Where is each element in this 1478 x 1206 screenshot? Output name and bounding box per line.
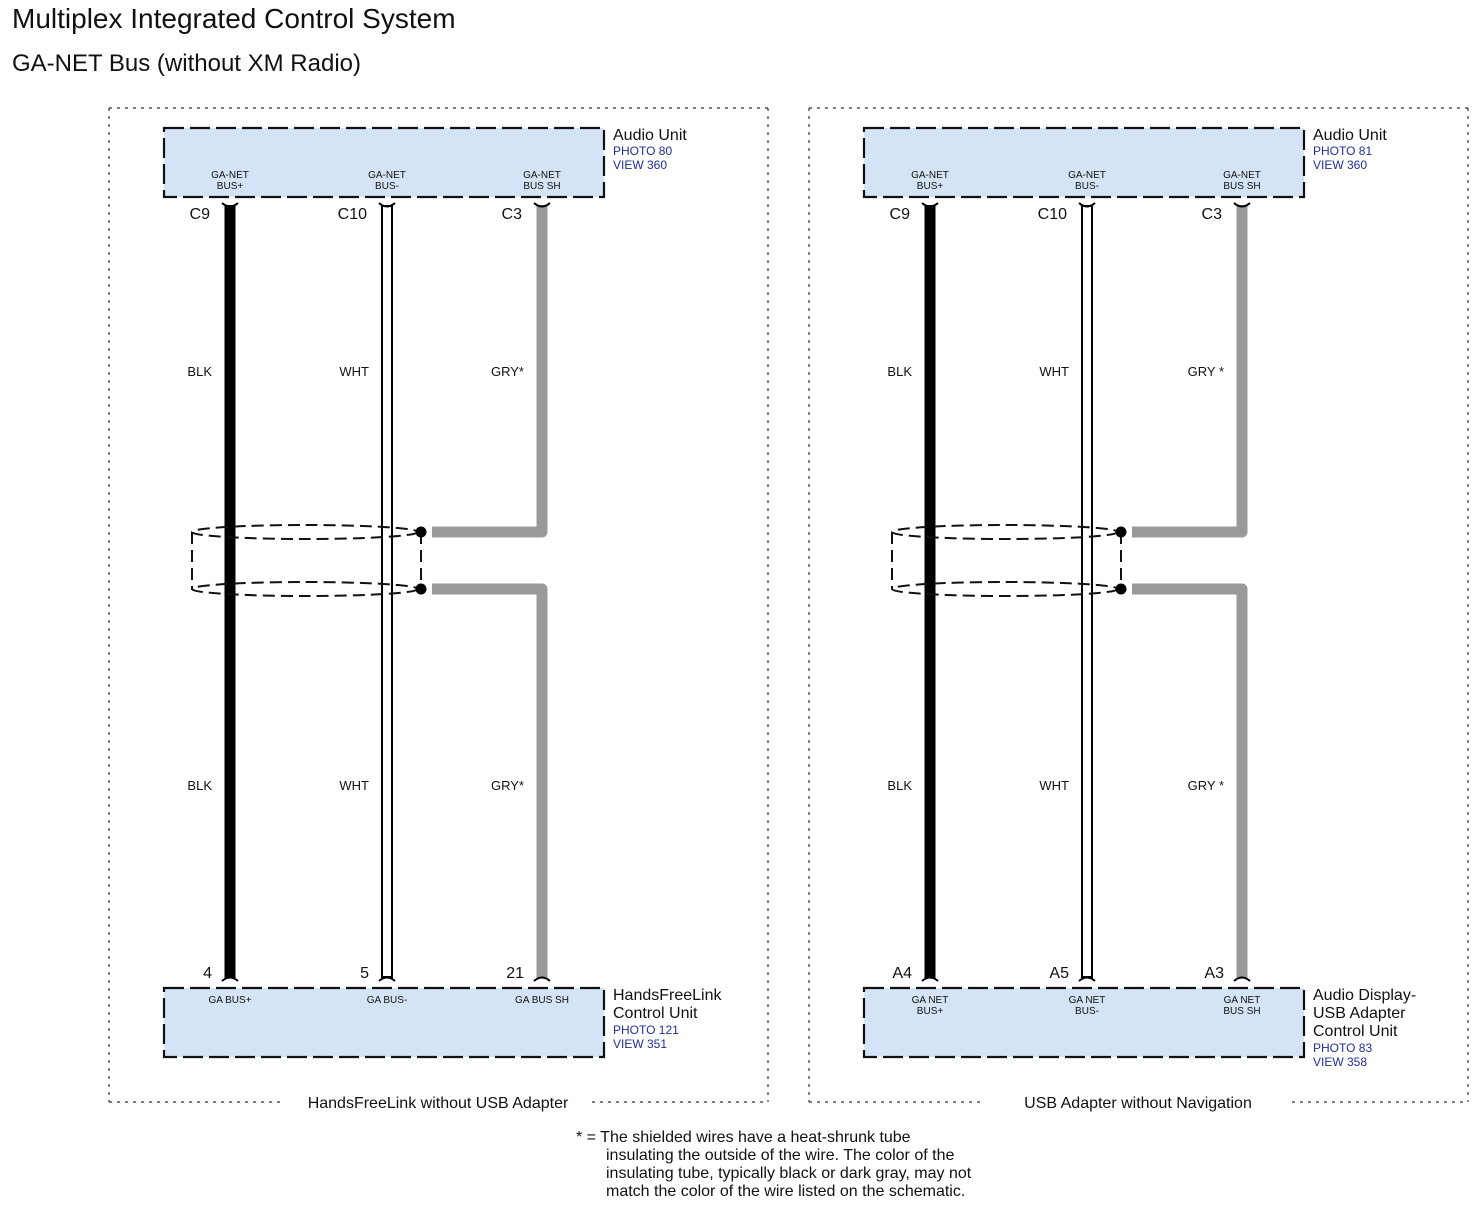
top-terminal-number: C3 [1201,206,1222,223]
shield-junction-dot [1116,527,1127,538]
shield-junction-dot [1116,584,1127,595]
top-terminal-number: C3 [501,206,522,223]
bottom-terminal-number: A4 [892,965,912,982]
bottom-terminal-number: 4 [203,965,212,982]
page-title: Multiplex Integrated Control System [12,3,456,34]
bottom-unit-name: Audio Display- [1313,987,1417,1004]
bottom-pin-label: GA BUS SH [515,995,569,1006]
diagram-panel [809,108,1468,1112]
bottom-terminal-number: A5 [1049,965,1069,982]
top-pin-label: BUS- [1075,181,1099,192]
bottom-unit-view-link: VIEW 351 [613,1037,668,1051]
bottom-terminal-number: A3 [1204,965,1224,982]
top-terminal-number: C10 [1037,206,1067,223]
top-pin-label: GA-NET [368,170,406,181]
bottom-connector-end [922,978,938,982]
page-subtitle: GA-NET Bus (without XM Radio) [12,50,361,77]
bottom-unit-photo-link: PHOTO 121 [613,1023,679,1037]
wire-color-label: GRY * [1187,364,1224,379]
bottom-pin-label: BUS- [1075,1006,1099,1017]
bottom-pin-label: GA NET [911,995,949,1006]
top-pin-label: GA-NET [911,170,949,181]
bottom-connector-end [222,978,238,982]
wire-color-label: GRY * [1187,778,1224,793]
top-terminal-number: C10 [337,206,367,223]
diagram-caption: USB Adapter without Navigation [1024,1095,1252,1112]
top-connector-end [222,203,238,207]
wire-gry-upper [432,205,542,532]
top-pin-label: BUS SH [1223,181,1261,192]
wire-gry-lower [432,589,542,978]
wire-color-label: BLK [887,364,912,379]
top-terminal-number: C9 [889,206,910,223]
bottom-connector-end [1079,978,1095,982]
top-pin-label: GA-NET [523,170,561,181]
shield-junction-dot [416,527,427,538]
footnote-line: insulating tube, typically black or dark gray, may not [606,1165,972,1182]
top-terminal-number: C9 [189,206,210,223]
bottom-connector-end [1234,978,1250,982]
bottom-pin-label: GA NET [1068,995,1106,1006]
bottom-pin-label: BUS+ [916,1006,944,1017]
top-pin-label: BUS SH [523,181,561,192]
top-unit-name: Audio Unit [1313,127,1387,144]
top-unit-view-link: VIEW 360 [613,158,668,172]
bottom-pin-label: GA BUS- [366,995,408,1006]
bottom-pin-label: GA NET [1223,995,1261,1006]
footnote-line: * = The shielded wires have a heat-shrunk tube [576,1129,911,1146]
footnote-line: match the color of the wire listed on the schematic. [606,1183,966,1200]
top-unit-name: Audio Unit [613,127,687,144]
top-unit-photo-link: PHOTO 80 [613,144,673,158]
wire-color-label: GRY* [491,364,524,379]
diagram-caption: HandsFreeLink without USB Adapter [307,1095,569,1112]
wire-color-label: BLK [187,778,212,793]
top-pin-label: BUS+ [216,181,244,192]
top-unit-photo-link: PHOTO 81 [1313,144,1373,158]
diagram-frame [809,108,1468,1102]
top-connector-end [922,203,938,207]
bottom-connector-end [534,978,550,982]
wire-color-label: BLK [887,778,912,793]
bottom-unit-name: HandsFreeLink [613,987,722,1004]
wire-color-label: WHT [1039,364,1069,379]
bottom-pin-label: BUS SH [1223,1006,1261,1017]
footnote [576,1129,1036,1201]
top-pin-label: GA-NET [211,170,249,181]
bottom-terminal-number: 5 [360,965,369,982]
bottom-unit-name: Control Unit [613,1005,698,1022]
wire-color-label: GRY* [491,778,524,793]
bottom-unit-view-link: VIEW 358 [1313,1055,1368,1069]
bottom-pin-label: GA BUS+ [208,995,252,1006]
top-pin-label: BUS- [375,181,399,192]
diagram-panel [109,108,768,1112]
wire-color-label: BLK [187,364,212,379]
bottom-unit-name: Control Unit [1313,1023,1398,1040]
wire-color-label: WHT [1039,778,1069,793]
wire-color-label: WHT [339,364,369,379]
top-pin-label: BUS+ [916,181,944,192]
top-pin-label: GA-NET [1223,170,1261,181]
top-connector-end [1234,203,1250,207]
footnote-line: insulating the outside of the wire. The color of the [606,1147,955,1164]
shield-junction-dot [416,584,427,595]
bottom-connector-end [379,978,395,982]
bottom-terminal-number: 21 [506,965,524,982]
diagram-frame [109,108,768,1102]
top-pin-label: GA-NET [1068,170,1106,181]
top-unit-view-link: VIEW 360 [1313,158,1368,172]
top-connector-end [534,203,550,207]
bottom-unit-photo-link: PHOTO 83 [1313,1041,1373,1055]
bottom-unit-name: USB Adapter [1313,1005,1406,1022]
wire-color-label: WHT [339,778,369,793]
